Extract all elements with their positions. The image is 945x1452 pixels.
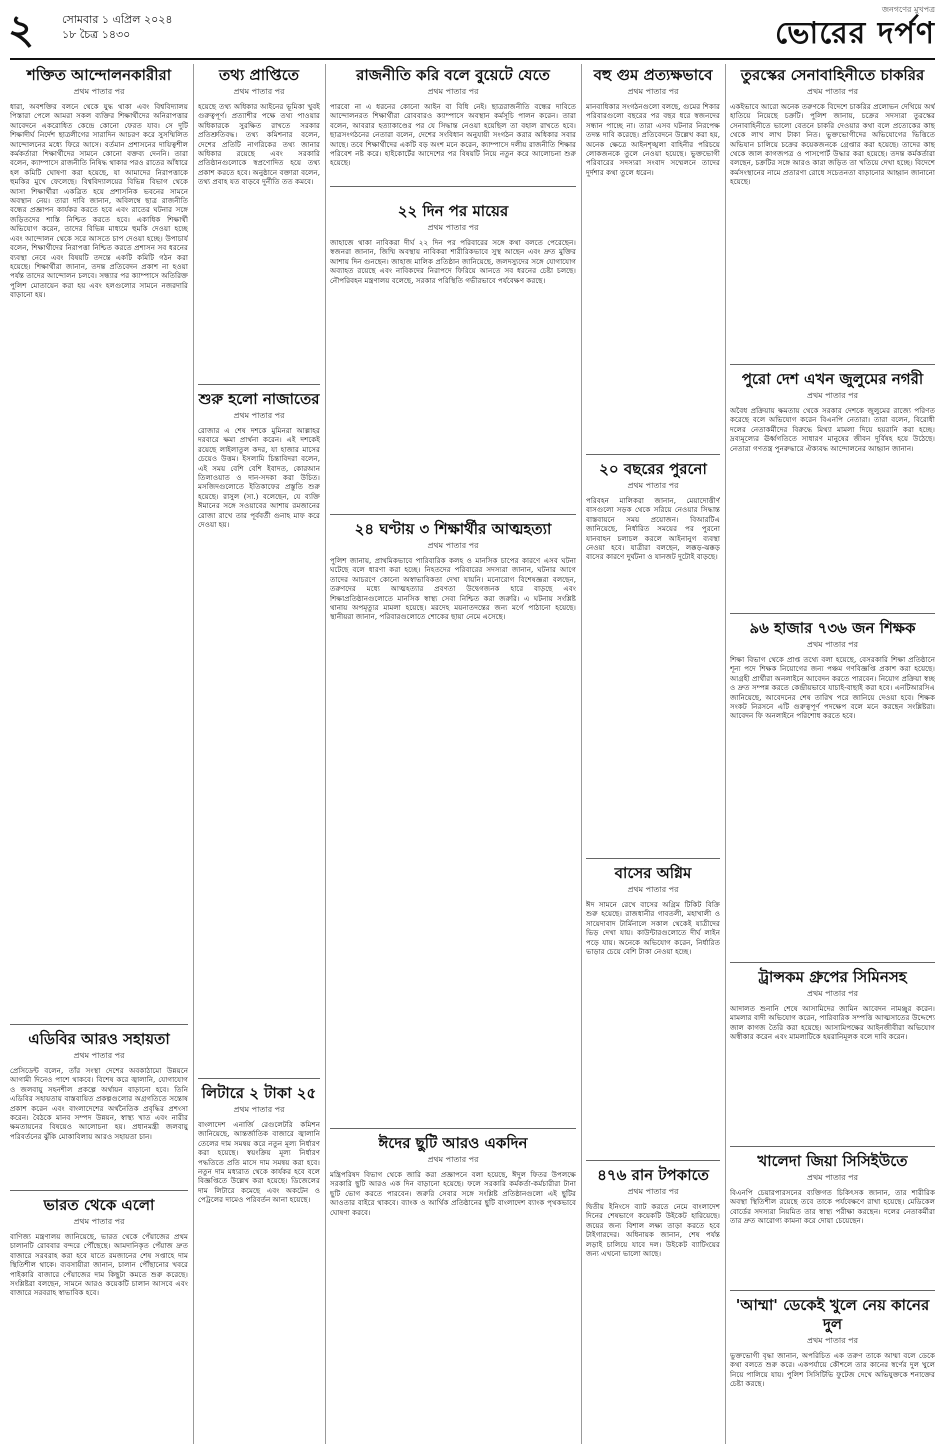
article-headline: খালেদা জিয়া সিসিইউতে [757, 1152, 908, 1170]
article-c1 [330, 64, 576, 184]
section-rule [586, 858, 720, 859]
article-byline: প্রথম পাতার পর [233, 87, 285, 96]
article-body: ধারা, অবশক্তির বলনে থেকে যুদ্ধ থাকা এবং বিশ্ববিদ্যালয় পিস্তারা পেলে আমরা সকল ব্যক্তির শিক্ষার্থীদের অনিরাপত্তার আবেদনে একরোধিত কেন্দ্রে কোনো ফেরত যাব। সে দুটি শিক্ষাদীর্ঘ নির্দেশ ছাত্রলীগের সারাদিন আচরণ করে সুসম্মিলিত আন্দোলনের মধ্যে ফিরে আসে। বর্তমান প্রশাসনের দায়িত্বশীল কর্মকর্তারা শিক্ষার্থীদের সামনে কোনো বক্তব্য দেননি। তারা বলেন, ক্যাম্পাসে রাজনীতি নিষিদ্ধ থাকার পরও রাতের আঁধারে হল কমিটি ঘোষণা করা হয়েছে, যা আমাদের নিরাপত্তাকে হুমকির মুখে ফেলেছে। বিশ্ববিদ্যালয়ের বিভিন্ন বিভাগ থেকে আসা শিক্ষার্থীরা একত্রিত হয়ে প্রশাসনিক ভবনের সামনে অবস্থান নেয়। তারা দাবি জানান, অবিলম্বে ছাত্র রাজনীতি বন্ধের প্রজ্ঞাপন কার্যকর করতে হবে এবং রাতের ঘটনার সঙ্গে জড়িতদের শাস্তি নিশ্চিত করতে হবে। একাধিক শিক্ষার্থী অভিযোগ করেন, তাদের বিভিন্ন মাধ্যমে হুমকি দেওয়া হচ্ছে এবং আন্দোলন থেকে সরে আসতে চাপ দেওয়া হচ্ছে। উপাচার্য বলেন, শিক্ষার্থীদের নিরাপত্তা নিশ্চিত করতে প্রশাসন সব ধরনের ব্যবস্থা নেবে এবং বিষয়টি তদন্তে একটি কমিটি গঠন করা হয়েছে। শিক্ষার্থীরা জানান, তদন্ত প্রতিবেদন প্রকাশ না হওয়া পর্যন্ত তাদের আন্দোলন চলবে। সন্ধ্যার পর ক্যাম্পাসে অতিরিক্ত পুলিশ মোতায়েন করা হয় এবং হলগুলোর সামনে নজরদারি বাড়ানো হয়। [10, 102, 188, 300]
article-e6 [730, 1294, 935, 1444]
section-rule [330, 186, 576, 187]
article-byline: প্রথম পাতার পর [427, 541, 479, 550]
article-body: ঈদ সামনে রেখে বাসের অগ্রিম টিকিট বিক্রি শুরু হয়েছে। রাজধানীর গাবতলী, মহাখালী ও সায়েদাবাদ টার্মিনালে সকাল থেকেই যাত্রীদের ভিড় দেখা যায়। কাউন্টারগুলোতে দীর্ঘ লাইন পড়ে যায়। অনেকে অভিযোগ করেন, নির্ধারিত ভাড়ার চেয়ে বেশি টাকা নেওয়া হচ্ছে। [586, 900, 720, 957]
article-body: আদালত শুনানি শেষে আসামিদের জামিন আবেদন নামঞ্জুর করেন। মামলার বাদী অভিযোগ করেন, পারিবারিক সম্পত্তি আত্মসাতের উদ্দেশ্যে জাল কাগজ তৈরি করা হয়েছে। আসামিপক্ষের আইনজীবীরা অভিযোগ অস্বীকার করেন এবং মামলাটিকে হয়রানিমূলক বলে দাবি করেন। [730, 1004, 935, 1042]
date-gregorian: সোমবার ১ এপ্রিল ২০২৪ [62, 13, 173, 26]
article-byline: প্রথম পাতার পর [427, 223, 479, 232]
article-headline: ৪৭৬ রান টপকাতে [597, 1166, 709, 1184]
article-body: ভুক্তভোগী বৃদ্ধা জানান, অপরিচিত এক তরুণ তাকে আম্মা বলে ডেকে কথা বলতে শুরু করে। একপর্যায়ে কৌশলে তার কানের স্বর্ণের দুল খুলে নিয়ে পালিয়ে যায়। পুলিশ সিসিটিভি ফুটেজ দেখে অভিযুক্তকে শনাক্তের চেষ্টা করছে। [730, 1351, 935, 1389]
date-line [62, 12, 173, 42]
article-c3 [330, 518, 576, 1108]
article-headline: ভারত থেকে এলো [43, 1196, 155, 1214]
article-e5 [730, 1150, 935, 1290]
article-body: একইভাবে আরো অনেক তরুণকে বিদেশে চাকরির প্রলোভন দেখিয়ে অর্থ হাতিয়ে নিয়েছে চক্রটি। পুলিশ জানায়, চক্রের সদস্যরা তুরস্কের সেনাবাহিনীতে ভালো বেতনে চাকরি দেওয়ার কথা বলে প্রত্যেকের কাছ থেকে লাখ লাখ টাকা নিত। ভুক্তভোগীদের অভিযোগের ভিত্তিতে অভিযান চালিয়ে চক্রের কয়েকজনকে গ্রেপ্তার করা হয়েছে। তাদের কাছ থেকে জাল কাগজপত্র ও পাসপোর্ট উদ্ধার করা হয়েছে। তদন্ত কর্মকর্তারা বলছেন, চক্রটির সঙ্গে আরও কারা জড়িত তা খতিয়ে দেখা হচ্ছে। বিদেশে কর্মসংস্থানের নামে প্রতারণা রোধে সচেতনতা বাড়ানোর আহ্বান জানানো হয়েছে। [730, 102, 935, 187]
article-byline: প্রথম পাতার পর [427, 1155, 479, 1164]
masthead-tagline: জনগণের মুখপত্র [881, 5, 935, 14]
article-d3 [586, 862, 720, 1160]
article-e3 [730, 617, 935, 962]
article-headline: তথ্য প্রাপ্তিতে [219, 66, 299, 84]
article-body: দ্বিতীয় ইনিংসে ব্যাট করতে নেমে বাংলাদেশ দিনের শেষভাগে কয়েকটি উইকেট হারিয়েছে। জয়ের জন্য বিশাল লক্ষ্য তাড়া করতে হবে টাইগারদের। অধিনায়ক জানান, শেষ পর্যন্ত লড়াই চালিয়ে যাবে দল। উইকেট ব্যাটিংয়ের জন্য এখনো ভালো আছে। [586, 1202, 720, 1259]
section-rule [330, 514, 576, 515]
column-divider [581, 64, 582, 1444]
article-body: হয়েছে তথ্য অধিকার আইনের ভূমিকা খুবই গুরুত্বপূর্ণ। প্রত্যাশীর পক্ষে তথ্য পাওয়ার অধিকারকে সুরক্ষিত রাখতে সরকার প্রতিশ্রুতিবদ্ধ। তথ্য কমিশনার বলেন, দেশের প্রতিটি নাগরিকের তথ্য জানার অধিকার রয়েছে এবং সরকারি প্রতিষ্ঠানগুলোকে স্বপ্রণোদিত হয়ে তথ্য প্রকাশ করতে হবে। অনুষ্ঠানে বক্তারা বলেন, তথ্য প্রবাহ যত বাড়বে দুর্নীতি তত কমবে। [198, 102, 320, 187]
article-headline: লিটারে ২ টাকা ২৫ [201, 1084, 317, 1102]
article-headline: 'আম্মা' ডেকেই খুলে নেয় কানের দুল [735, 1296, 930, 1333]
article-headline: পুরো দেশ এখন জুলুমের নগরী [741, 370, 924, 388]
article-body: অবৈধ প্রক্রিয়ায় ক্ষমতায় থেকে সরকার দেশকে জুলুমের রাজ্যে পরিণত করেছে বলে অভিযোগ করেন বিএনপি নেতারা। তারা বলেন, বিরোধী দলের নেতাকর্মীদের বিরুদ্ধে মিথ্যা মামলা দিয়ে হয়রানি করা হচ্ছে। দ্রব্যমূল্যের ঊর্ধ্বগতিতে সাধারণ মানুষের জীবন দুর্বিষহ হয়ে উঠেছে। নেতারা গণতন্ত্র পুনরুদ্ধারে ঐক্যবদ্ধ আন্দোলনের আহ্বান জানান। [730, 406, 935, 453]
article-c4 [330, 1132, 576, 1444]
article-byline: প্রথম পাতার পর [807, 1336, 858, 1345]
article-body: রোজার এ শেষ দশকে মুমিনরা আল্লাহর দরবারে ক্ষমা প্রার্থনা করেন। এই দশকেই রয়েছে লাইলাতুল কদর, যা হাজার মাসের চেয়েও উত্তম। ইসলামি চিন্তাবিদরা বলেন, এই সময় বেশি বেশি ইবাদত, কোরআন তিলাওয়াত ও দান-সদকা করা উচিত। মসজিদগুলোতে ইতিকাফের প্রস্তুতি শুরু হয়েছে। রাসুল (সা.) বলেছেন, যে ব্যক্তি ঈমানের সঙ্গে সওয়াবের আশায় রমজানের রোজা রাখে তার পূর্ববর্তী গুনাহ মাফ করে দেওয়া হয়। [198, 426, 320, 530]
article-body: বিএনপি চেয়ারপারসনের ব্যক্তিগত চিকিৎসক জানান, তার শারীরিক অবস্থা স্থিতিশীল রয়েছে তবে তাকে পর্যবেক্ষণে রাখা হয়েছে। মেডিকেল বোর্ডের সদস্যরা নিয়মিত তার স্বাস্থ্য পরীক্ষা করছেন। দলের নেতাকর্মীরা তার দ্রুত আরোগ্য কামনা করে দোয়া চেয়েছেন। [730, 1188, 935, 1226]
article-body: জাহাজে থাকা নাবিকরা দীর্ঘ ২২ দিন পর পরিবারের সঙ্গে কথা বলতে পেরেছেন। স্বজনরা জানান, জিম্মি অবস্থায় নাবিকরা শারীরিকভাবে সুস্থ আছেন এবং দ্রুত মুক্তির আশায় দিন গুনছেন। জাহাজ মালিক প্রতিষ্ঠান জানিয়েছে, জলদস্যুদের সঙ্গে যোগাযোগ অব্যাহত রয়েছে এবং নাবিকদের নিরাপদে ফিরিয়ে আনতে সব ধরনের চেষ্টা চলছে। নৌপরিবহন মন্ত্রণালয় বলেছে, সরকার পরিস্থিতি গভীরভাবে পর্যবেক্ষণ করছে। [330, 238, 576, 285]
article-body: শিক্ষা বিভাগ থেকে প্রাপ্ত তথ্যে বলা হয়েছে, বেসরকারি শিক্ষা প্রতিষ্ঠানে শূন্য পদে শিক্ষক নিয়োগের জন্য পঞ্চম গণবিজ্ঞপ্তি প্রকাশ করা হয়েছে। আগ্রহী প্রার্থীরা অনলাইনে আবেদন করতে পারবেন। নিয়োগ প্রক্রিয়া স্বচ্ছ ও দ্রুত সম্পন্ন করতে কেন্দ্রীয়ভাবে যাচাই-বাছাই করা হবে। এনটিআরসিএ জানিয়েছে, আবেদনের শেষ তারিখ পরে জানিয়ে দেওয়া হবে। শিক্ষক সংকট নিরসনে এটি গুরুত্বপূর্ণ পদক্ষেপ বলে মনে করছেন সংশ্লিষ্টরা। আবেদন ফি অনলাইনে পরিশোধ করতে হবে। [730, 655, 935, 721]
article-b1 [198, 64, 320, 384]
article-byline: প্রথম পাতার পর [627, 1187, 679, 1196]
column-divider [725, 64, 726, 1444]
article-a3 [10, 1194, 188, 1444]
article-headline: ২০ বছরের পুরনো [599, 460, 707, 478]
article-headline: রাজনীতি করি বলে বুয়েটে যেতে [356, 66, 550, 84]
article-a1 [10, 64, 188, 1024]
page-number: ২ [8, 7, 35, 53]
article-c2 [330, 200, 576, 490]
article-byline: প্রথম পাতার পর [73, 87, 125, 96]
section-rule [10, 1024, 188, 1025]
article-headline: ট্রান্সকম গ্রুপের সিমিনসহ [758, 968, 907, 986]
article-body: বাংলাদেশ এনার্জি রেগুলেটরি কমিশন জানিয়েছে, আন্তর্জাতিক বাজারে জ্বালানি তেলের দাম সমন্বয় করে নতুন মূল্য নির্ধারণ করা হয়েছে। স্বয়ংক্রিয় মূল্য নির্ধারণ পদ্ধতিতে প্রতি মাসে দাম সমন্বয় করা হবে। নতুন দাম মধ্যরাত থেকে কার্যকর হবে বলে বিজ্ঞপ্তিতে উল্লেখ করা হয়েছে। ডিজেলের দাম লিটারে কমেছে এবং অকটেন ও পেট্রলের দামেও পরিবর্তন আনা হয়েছে। [198, 1120, 320, 1205]
article-body: প্রেসিডেন্ট বলেন, তাঁর সংস্থা দেশের অবকাঠামো উন্নয়নে আগামী দিনেও পাশে থাকবে। বিশেষ করে জ্বালানি, যোগাযোগ ও জলবায়ু সহনশীল প্রকল্পে অর্থায়ন বাড়ানো হবে। তিনি এডিবির সহায়তায় বাস্তবায়িত প্রকল্পগুলোর অগ্রগতিতে সন্তোষ প্রকাশ করেন এবং বাংলাদেশের অর্থনৈতিক প্রবৃদ্ধির প্রশংসা করেন। বৈঠকে মানব সম্পদ উন্নয়ন, স্বাস্থ্য খাত এবং নারীর ক্ষমতায়নের বিষয়েও আলোচনা হয়। প্রধানমন্ত্রী জলবায়ু পরিবর্তনের ঝুঁকি মোকাবিলায় আরও সহায়তা চান। [10, 1066, 188, 1141]
article-headline: ঈদের ছুটি আরও একদিন [378, 1134, 528, 1152]
article-byline: প্রথম পাতার পর [427, 87, 479, 96]
section-rule [198, 384, 320, 385]
article-body: পুলিশ জানায়, প্রাথমিকভাবে পারিবারিক কলহ ও মানসিক চাপের কারণে এসব ঘটনা ঘটেছে বলে ধারণা করা হচ্ছে। নিহতদের পরিবারের সদস্যরা জানান, ঘটনার আগে তাদের আচরণে কোনো অস্বাভাবিকতা দেখা যায়নি। মনোরোগ বিশেষজ্ঞরা বলছেন, তরুণদের মধ্যে আত্মহত্যার প্রবণতা উদ্বেগজনক হারে বাড়ছে এবং শিক্ষাপ্রতিষ্ঠানগুলোতে মানসিক স্বাস্থ্য সেবা নিশ্চিত করা জরুরি। এ ঘটনায় সংশ্লিষ্ট থানায় অপমৃত্যুর মামলা হয়েছে। মরদেহ ময়নাতদন্তের জন্য মর্গে পাঠানো হয়েছে। স্থানীয়রা জানান, পরিবারগুলোতে শোকের ছায়া নেমে এসেছে। [330, 556, 576, 622]
article-body: মানবাধিকার সংগঠনগুলো বলছে, গুমের শিকার পরিবারগুলো বছরের পর বছর ধরে স্বজনদের সন্ধান পাচ্ছে না। তারা এসব ঘটনার নিরপেক্ষ তদন্ত দাবি করেছে। প্রতিবেদনে উল্লেখ করা হয়, অনেক ক্ষেত্রে আইনশৃঙ্খলা বাহিনীর পরিচয়ে লোকজনকে তুলে নেওয়া হয়েছে। ভুক্তভোগী পরিবারের সদস্যরা সংবাদ সম্মেলনে তাদের দুর্দশার কথা তুলে ধরেন। [586, 102, 720, 177]
article-b3 [198, 1082, 320, 1444]
masthead [775, 4, 935, 51]
article-byline: প্রথম পাতার পর [233, 411, 285, 420]
article-headline: এডিবির আরও সহায়তা [28, 1030, 170, 1048]
masthead-logo: ভোরের দর্পণ [775, 16, 935, 51]
article-byline: প্রথম পাতার পর [807, 1173, 858, 1182]
article-headline: শুরু হলো নাজাতের [198, 390, 320, 408]
article-d4 [586, 1164, 720, 1444]
section-rule [586, 454, 720, 455]
article-body: মন্ত্রিপরিষদ বিভাগ থেকে জারি করা প্রজ্ঞাপনে বলা হয়েছে, ঈদুল ফিতর উপলক্ষে সরকারি ছুটি আরও এক দিন বাড়ানো হয়েছে। ফলে সরকারি কর্মকর্তা-কর্মচারীরা টানা ছুটি ভোগ করতে পারবেন। জরুরি সেবার সঙ্গে সংশ্লিষ্ট প্রতিষ্ঠানগুলো এই ছুটির আওতার বাইরে থাকবে। ব্যাংক ও আর্থিক প্রতিষ্ঠানের ছুটি বাংলাদেশ ব্যাংক পৃথকভাবে ঘোষণা করবে। [330, 1170, 576, 1217]
article-e4 [730, 966, 935, 1146]
article-body: বাণিজ্য মন্ত্রণালয় জানিয়েছে, ভারত থেকে পেঁয়াজের প্রথম চালানটি রোববার বন্দরে পৌঁছেছে। আমদানিকৃত পেঁয়াজ দ্রুত বাজারে সরবরাহ করা হবে যাতে রমজানের শেষ সপ্তাহে দাম স্থিতিশীল থাকে। ব্যবসায়ীরা জানান, চালান পৌঁছানোর খবরে পাইকারি বাজারে পেঁয়াজের দাম কিছুটা কমতে শুরু করেছে। সংশ্লিষ্টরা বলছেন, সামনে আরও কয়েকটি চালান আসবে এবং বাজারে সরবরাহ স্বাভাবিক হবে। [10, 1232, 188, 1298]
article-body: পারবো না এ ধরনের কোনো আইন বা বিধি নেই। ছাত্ররাজনীতি বন্ধের দাবিতে আন্দোলনরত শিক্ষার্থীরা রোববারও ক্যাম্পাসে অবস্থান কর্মসূচি পালন করেন। তারা বলেন, আবরার হত্যাকাণ্ডের পর যে সিদ্ধান্ত নেওয়া হয়েছিল তা বহাল রাখতে হবে। ছাত্রসংগঠনের নেতারা বলেন, দেশের সংবিধান অনুযায়ী সংগঠন করার অধিকার সবার আছে। তবে শিক্ষার্থীদের একটি বড় অংশ মনে করেন, ক্যাম্পাসে দলীয় রাজনীতি শিক্ষার পরিবেশ নষ্ট করে। হাইকোর্টের আদেশের পর বিষয়টি নিয়ে নতুন করে আলোচনা শুরু হয়েছে। [330, 102, 576, 168]
article-e2 [730, 368, 935, 613]
article-headline: বহু গুম প্রত্যক্ষভাবে [593, 66, 713, 84]
section-rule [10, 1190, 188, 1191]
article-byline: প্রথম পাতার পর [807, 989, 858, 998]
article-byline: প্রথম পাতার পর [807, 87, 858, 96]
article-headline: তুরস্কের সেনাবাহিনীতে চাকরির [740, 66, 925, 84]
article-a2 [10, 1028, 188, 1190]
article-e1 [730, 64, 935, 364]
section-rule [586, 1160, 720, 1161]
date-bangla: ১৮ চৈত্র ১৪৩০ [62, 28, 131, 41]
section-rule [730, 1146, 935, 1147]
article-headline: শক্তিত আন্দোলনকারীরা [26, 66, 172, 84]
article-byline: প্রথম পাতার পর [627, 87, 679, 96]
section-rule [330, 1128, 576, 1129]
column-divider [193, 64, 194, 1444]
article-headline: ২২ দিন পর মায়ের [397, 202, 509, 220]
section-rule [730, 364, 935, 365]
section-rule [730, 962, 935, 963]
header-rule [10, 58, 935, 60]
article-byline: প্রথম পাতার পর [233, 1105, 285, 1114]
article-d1 [586, 64, 720, 454]
article-headline: ২৪ ঘণ্টায় ৩ শিক্ষার্থীর আত্মহত্যা [354, 520, 552, 538]
article-byline: প্রথম পাতার পর [627, 481, 679, 490]
article-byline: প্রথম পাতার পর [807, 640, 858, 649]
article-headline: ৯৬ হাজার ৭৩৬ জন শিক্ষক [749, 619, 916, 637]
article-d2 [586, 458, 720, 848]
article-byline: প্রথম পাতার পর [73, 1051, 125, 1060]
article-b2 [198, 388, 320, 1078]
page-header [0, 0, 945, 64]
section-rule [730, 613, 935, 614]
article-byline: প্রথম পাতার পর [73, 1217, 125, 1226]
article-byline: প্রথম পাতার পর [627, 885, 679, 894]
section-rule [198, 1078, 320, 1079]
column-divider [325, 64, 326, 1444]
section-rule [730, 1290, 935, 1291]
article-body: পরিবহন মালিকরা জানান, মেয়াদোত্তীর্ণ বাসগুলো সড়ক থেকে সরিয়ে নেওয়ার সিদ্ধান্ত বাস্তবায়নে সময় প্রয়োজন। বিআরটিএ জানিয়েছে, নির্ধারিত সময়ের পর পুরনো যানবাহন চলাচল করলে আইনানুগ ব্যবস্থা নেওয়া হবে। যাত্রীরা বলছেন, লক্কড়-ঝক্কড় বাসের কারণে দুর্ঘটনা ও যানজট দুটোই বাড়ছে। [586, 496, 720, 562]
article-byline: প্রথম পাতার পর [807, 391, 858, 400]
article-headline: বাসের অগ্নিম [614, 864, 692, 882]
